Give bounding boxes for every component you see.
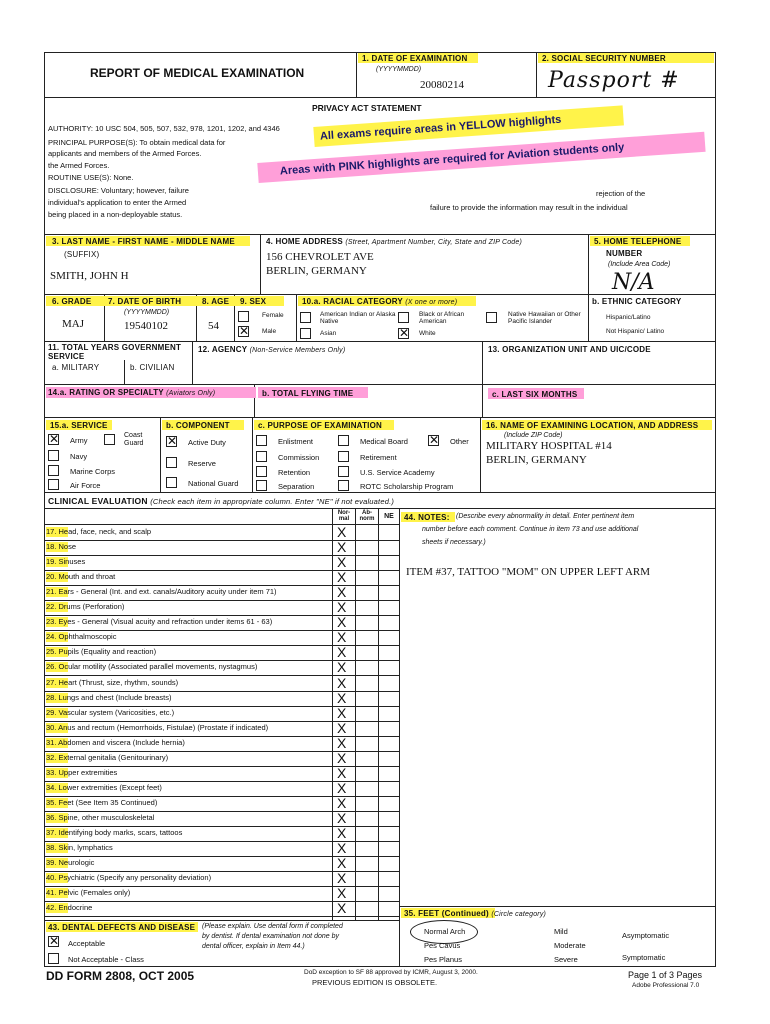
feet-label — [404, 909, 546, 918]
eval-row-label: 35. Feet (See Item 35 Continued) — [46, 798, 158, 807]
footer-page: Page 1 of 3 Pages — [628, 970, 703, 980]
org-label: 13. ORGANIZATION UNIT AND UIC/CODE — [488, 345, 651, 354]
purpose-option: Separation — [278, 482, 315, 491]
eval-row-label: 33. Upper extremities — [46, 768, 118, 777]
normal-mark[interactable]: X — [337, 765, 347, 781]
service-option: Coast Guard — [124, 432, 144, 447]
normal-mark[interactable]: X — [337, 524, 347, 540]
eval-row-label: 31. Abdomen and viscera (Include hernia) — [46, 738, 185, 747]
divider — [44, 97, 716, 98]
eval-row-label: 28. Lungs and chest (Include breasts) — [46, 693, 172, 702]
sex-female-checkbox[interactable] — [238, 311, 249, 322]
divider — [536, 52, 537, 97]
feet-option[interactable]: Pes Planus — [424, 955, 462, 964]
eval-row-label: 32. External genitalia (Genitourinary) — [46, 753, 169, 762]
clinical-heading-text: CLINICAL EVALUATION — [48, 496, 148, 506]
eval-row-label: 23. Eyes - General (Visual acuity and refraction under items 61 - 63) — [46, 617, 273, 626]
dental-sub: (Please explain. Use dental form if completed — [202, 923, 343, 930]
date-label: 1. DATE OF EXAMINATION — [362, 54, 468, 63]
phone-value[interactable]: N/A — [612, 270, 655, 295]
date-sub: (YYYYMMDD) — [376, 66, 422, 73]
notes-label: 44. NOTES: — [404, 513, 450, 522]
race-option: Black or African American — [419, 311, 465, 325]
purpose-option: Medical Board — [360, 437, 408, 446]
eval-row-label: 21. Ears - General (Int. and ext. canals/Auditory acuity under item 71) — [46, 587, 277, 596]
normal-mark[interactable]: X — [337, 855, 347, 871]
purpose-checkbox[interactable] — [256, 480, 267, 491]
grade-label: 6. GRADE — [52, 297, 92, 306]
eval-row-label: 26. Ocular motility (Associated parallel movements, nystagmus) — [46, 662, 258, 671]
dental-not-acceptable-checkbox[interactable] — [48, 953, 59, 964]
eval-row-label: 34. Lower extremities (Except feet) — [46, 783, 162, 792]
privacy-purpose: PRINCIPAL PURPOSE(S): To obtain medical data for — [48, 138, 226, 147]
race-option: Asian — [320, 330, 337, 337]
dental-acceptable-checkbox[interactable]: ✕ — [49, 934, 60, 948]
race-checkbox[interactable] — [300, 328, 311, 339]
purpose-option: Commission — [278, 453, 320, 462]
footer-software: Adobe Professional 7.0 — [632, 982, 700, 989]
eval-row-label: 40. Psychiatric (Specify any personality deviation) — [46, 873, 212, 882]
sex-female-label: Female — [262, 312, 284, 319]
feet-option[interactable]: Symptomatic — [622, 953, 666, 962]
feet-sub: (Circle category) — [491, 911, 547, 918]
privacy-purpose: the Armed Forces. — [48, 161, 110, 170]
feet-option[interactable]: Asymptomatic — [622, 931, 670, 940]
divider — [399, 906, 716, 907]
divider — [124, 360, 125, 384]
service-label: 15.a. SERVICE — [50, 421, 108, 430]
flying-label: b. TOTAL FLYING TIME — [262, 389, 354, 398]
form-id: DD FORM 2808, OCT 2005 — [46, 969, 195, 983]
dental-sub: dental officer, explain in Item 44.) — [202, 943, 305, 950]
normal-mark[interactable]: X — [337, 885, 347, 901]
eval-row-label: 24. Ophthalmoscopic — [46, 632, 117, 641]
agency-sub: (Non-Service Members Only) — [249, 347, 346, 354]
address-line1[interactable]: 156 CHEVROLET AVE — [266, 251, 374, 263]
location-label: 16. NAME OF EXAMINING LOCATION, AND ADDRESS — [486, 421, 699, 430]
feet-label-text: 35. FEET (Continued) — [404, 909, 489, 918]
col-normal: Nor-mal — [337, 510, 351, 522]
eval-row-label: 39. Neurologic — [46, 858, 95, 867]
dental-sub: by dentist. If dental examination not done by — [202, 933, 339, 940]
privacy-disclosure: rejection of the — [596, 189, 646, 198]
name-label: 3. LAST NAME - FIRST NAME - MIDDLE NAME — [52, 237, 235, 246]
clinical-heading — [48, 496, 394, 506]
service-navy-checkbox[interactable] — [48, 450, 59, 461]
divider — [44, 341, 716, 342]
yellow-banner: All exams require areas in YELLOW highlights — [313, 105, 624, 147]
divider — [356, 52, 357, 97]
service-option: Marine Corps — [70, 467, 116, 476]
rating-label — [48, 388, 215, 397]
purpose-option: Retention — [278, 468, 311, 477]
normal-mark[interactable]: X — [337, 825, 347, 841]
component-guard-checkbox[interactable] — [166, 477, 177, 488]
location-line1[interactable]: MILITARY HOSPITAL #14 — [486, 440, 612, 452]
eval-row-label: 42. Endocrine — [46, 903, 93, 912]
eval-row-label: 17. Head, face, neck, and scalp — [46, 527, 152, 536]
purpose-checkbox[interactable] — [338, 480, 349, 491]
agency-label — [198, 345, 345, 354]
normal-mark[interactable]: X — [337, 705, 347, 721]
normal-mark[interactable]: X — [337, 900, 347, 916]
divider — [296, 294, 297, 341]
phone-sub: (Include Area Code) — [608, 261, 671, 268]
military-label: a. MILITARY — [52, 363, 100, 372]
eval-row-label: 25. Pupils (Equality and reaction) — [46, 647, 157, 656]
notes-sub: sheets if necessary.) — [422, 539, 486, 546]
normal-mark[interactable]: X — [337, 690, 347, 706]
purpose-option: Retirement — [360, 453, 397, 462]
dental-not-acceptable: Not Acceptable - Class — [68, 955, 144, 964]
purpose-checkbox[interactable] — [338, 451, 349, 462]
eval-row-label: 36. Spine, other musculoskeletal — [46, 813, 155, 822]
divider — [44, 234, 716, 235]
form-title: REPORT OF MEDICAL EXAMINATION — [90, 66, 305, 80]
normal-mark[interactable]: X — [337, 750, 347, 766]
purpose-checkbox[interactable] — [338, 466, 349, 477]
age-value[interactable]: 54 — [208, 320, 219, 332]
ethnic-option: Hispanic/Latino — [606, 314, 651, 321]
eval-row-label: 22. Drums (Perforation) — [46, 602, 125, 611]
component-option: National Guard — [188, 479, 239, 488]
normal-mark[interactable]: X — [337, 554, 347, 570]
col-ne: NE — [384, 513, 394, 520]
divider — [44, 916, 399, 917]
divider — [192, 341, 193, 384]
eval-row-label: 20. Mouth and throat — [46, 572, 116, 581]
agency-label-text: 12. AGENCY — [198, 345, 248, 354]
location-line2[interactable]: BERLIN, GERMANY — [486, 454, 587, 466]
notes-sub: (Describe every abnormality in detail. Enter pertinent item — [456, 513, 635, 520]
component-active-checkbox[interactable]: ✕ — [167, 434, 178, 448]
eval-row-label: 41. Pelvic (Females only) — [46, 888, 131, 897]
privacy-authority: AUTHORITY: 10 USC 504, 505, 507, 532, 978, 1201, 1202, and 4346 — [48, 124, 280, 133]
divider — [260, 234, 261, 294]
race-checkbox[interactable] — [300, 312, 311, 323]
dental-acceptable: Acceptable — [68, 939, 106, 948]
normal-mark[interactable]: X — [337, 539, 347, 555]
feet-option[interactable]: Pes Cavus — [424, 941, 461, 950]
service-cg-checkbox[interactable] — [104, 434, 115, 445]
purpose-option: U.S. Service Academy — [360, 468, 435, 477]
ssn-label: 2. SOCIAL SECURITY NUMBER — [542, 54, 666, 63]
service-option: Army — [70, 436, 88, 445]
normal-mark[interactable]: X — [337, 629, 347, 645]
purpose-checkbox[interactable] — [256, 466, 267, 477]
feet-option[interactable]: Mild — [554, 927, 568, 936]
normal-mark[interactable]: X — [337, 840, 347, 856]
normal-mark[interactable]: X — [337, 675, 347, 691]
privacy-heading: PRIVACY ACT STATEMENT — [312, 103, 422, 113]
ethnic-label: b. ETHNIC CATEGORY — [592, 297, 682, 306]
eval-row-label: 30. Anus and rectum (Hemorrhoids, Fistulae) (Prostate if indicated) — [46, 723, 269, 732]
dob-sub: (YYYYMMDD) — [124, 309, 170, 316]
component-label: b. COMPONENT — [166, 421, 230, 430]
normal-mark[interactable]: X — [337, 810, 347, 826]
race-sub: (X one or more) — [405, 299, 458, 306]
feet-option[interactable]: Moderate — [554, 941, 586, 950]
notes-value[interactable]: ITEM #37, TATTOO "MOM" ON UPPER LEFT ARM — [406, 566, 651, 578]
address-sub: (Street, Apartment Number, City, State and ZIP Code) — [345, 239, 523, 246]
divider — [482, 384, 483, 417]
feet-option[interactable]: Normal Arch — [424, 927, 466, 936]
divider — [480, 417, 481, 492]
feet-option[interactable]: Severe — [554, 955, 578, 964]
footer-exception: DoD exception to SF 88 approved by ICMR, August 3, 2000. — [304, 969, 478, 976]
divider — [252, 417, 253, 492]
footer-previous: PREVIOUS EDITION IS OBSOLETE. — [312, 978, 438, 987]
divider — [588, 234, 589, 294]
privacy-disclosure: failure to provide the information may result in the individual — [430, 203, 628, 212]
race-option: White — [419, 330, 436, 337]
grade-value[interactable]: MAJ — [62, 318, 85, 330]
col-abnormal: Ab-norm — [359, 510, 375, 522]
ssn-value[interactable]: Passport # — [548, 68, 680, 93]
purpose-label: c. PURPOSE OF EXAMINATION — [258, 421, 382, 430]
sex-label: 9. SEX — [240, 297, 267, 306]
divider — [482, 341, 483, 384]
address-label — [266, 237, 522, 246]
normal-mark[interactable]: X — [337, 614, 347, 630]
component-reserve-checkbox[interactable] — [166, 457, 177, 468]
privacy-disclosure: being placed in a non-deployable status. — [48, 210, 183, 219]
normal-mark[interactable]: X — [337, 870, 347, 886]
eval-row-label: 18. Nose — [46, 542, 77, 551]
service-af-checkbox[interactable] — [48, 479, 59, 490]
privacy-disclosure: individual's application to enter the Armed — [48, 198, 187, 207]
normal-mark[interactable]: X — [337, 795, 347, 811]
rating-label-text: 14.a. RATING OR SPECIALTY — [48, 388, 164, 397]
component-option: Reserve — [188, 459, 216, 468]
service-option: Navy — [70, 452, 88, 461]
name-suffix: (SUFFIX) — [64, 250, 100, 259]
normal-mark[interactable]: X — [337, 780, 347, 796]
normal-mark[interactable]: X — [337, 720, 347, 736]
privacy-disclosure: DISCLOSURE: Voluntary; however, failure — [48, 186, 189, 195]
eval-row-label: 37. Identifying body marks, scars, tattoos — [46, 828, 183, 837]
notes-sub: number before each comment. Continue in item 73 and use additional — [422, 526, 639, 533]
race-option: Native Hawaiian or Other Pacific Islander — [508, 311, 581, 325]
divider — [44, 417, 716, 418]
dental-label: 43. DENTAL DEFECTS AND DISEASE — [48, 923, 196, 932]
purpose-option: Enlistment — [278, 437, 314, 446]
sex-male-checkbox[interactable]: ✕ — [239, 324, 250, 338]
address-line2[interactable]: BERLIN, GERMANY — [266, 265, 367, 277]
service-years-label: 11. TOTAL YEARS GOVERNMENT SERVICE — [48, 343, 182, 361]
divider — [588, 294, 589, 341]
race-checkbox[interactable]: ✕ — [399, 326, 410, 340]
purpose-checkbox[interactable] — [256, 435, 267, 446]
address-label-text: 4. HOME ADDRESS — [266, 237, 343, 246]
normal-mark[interactable]: X — [337, 659, 347, 675]
purpose-option: Other — [450, 437, 469, 446]
phone-label2: NUMBER — [606, 249, 643, 258]
purpose-checkbox[interactable] — [338, 435, 349, 446]
sex-male-label: Male — [262, 328, 277, 335]
race-checkbox[interactable] — [486, 312, 497, 323]
service-marine-checkbox[interactable] — [48, 465, 59, 476]
privacy-routine: ROUTINE USE(S): None. — [48, 173, 134, 182]
normal-mark[interactable]: X — [337, 735, 347, 751]
eval-row-label: 29. Vascular system (Varicosities, etc.) — [46, 708, 175, 717]
service-option: Air Force — [70, 481, 101, 490]
rating-sub: (Aviators Only) — [166, 390, 216, 397]
service-army-checkbox[interactable]: ✕ — [49, 432, 60, 446]
date-value[interactable]: 20080214 — [420, 79, 464, 91]
divider — [44, 920, 399, 921]
age-label: 8. AGE — [202, 297, 230, 306]
eval-row-label: 27. Heart (Thrust, size, rhythm, sounds) — [46, 678, 179, 687]
divider — [44, 492, 716, 493]
privacy-purpose: applicants and members of the Armed Forces. — [48, 149, 202, 158]
eval-row-label: 19. Sinuses — [46, 557, 86, 566]
purpose-option: ROTC Scholarship Program — [360, 482, 454, 491]
normal-mark[interactable]: X — [337, 569, 347, 585]
purpose-checkbox[interactable] — [256, 451, 267, 462]
normal-mark[interactable]: X — [337, 644, 347, 660]
name-value[interactable]: SMITH, JOHN H — [50, 270, 129, 282]
divider — [399, 508, 400, 967]
location-sub: (Include ZIP Code) — [504, 432, 563, 439]
divider — [44, 508, 716, 509]
normal-mark[interactable]: X — [337, 599, 347, 615]
component-option: Active Duty — [188, 438, 226, 447]
six-months-label: c. LAST SIX MONTHS — [492, 390, 578, 399]
pink-banner: Areas with PINK highlights are required for Aviation students only — [257, 132, 705, 183]
race-checkbox[interactable] — [398, 312, 409, 323]
purpose-other-checkbox[interactable]: ✕ — [429, 433, 440, 447]
phone-label: 5. HOME TELEPHONE — [594, 237, 682, 246]
normal-mark[interactable]: X — [337, 584, 347, 600]
race-label-text: 10.a. RACIAL CATEGORY — [302, 297, 403, 306]
dob-label: 7. DATE OF BIRTH — [108, 297, 182, 306]
eval-row-label: 38. Skin, lymphatics — [46, 843, 113, 852]
dob-value[interactable]: 19540102 — [124, 320, 168, 332]
divider — [160, 417, 161, 492]
race-option: American Indian or Alaska Native — [320, 311, 396, 325]
race-label — [302, 297, 457, 306]
clinical-sub: (Check each item in appropriate column. Enter "NE" if not evaluated.) — [150, 497, 395, 506]
civilian-label: b. CIVILIAN — [130, 363, 175, 372]
divider — [44, 384, 716, 385]
ethnic-option: Not Hispanic/ Latino — [606, 328, 665, 335]
